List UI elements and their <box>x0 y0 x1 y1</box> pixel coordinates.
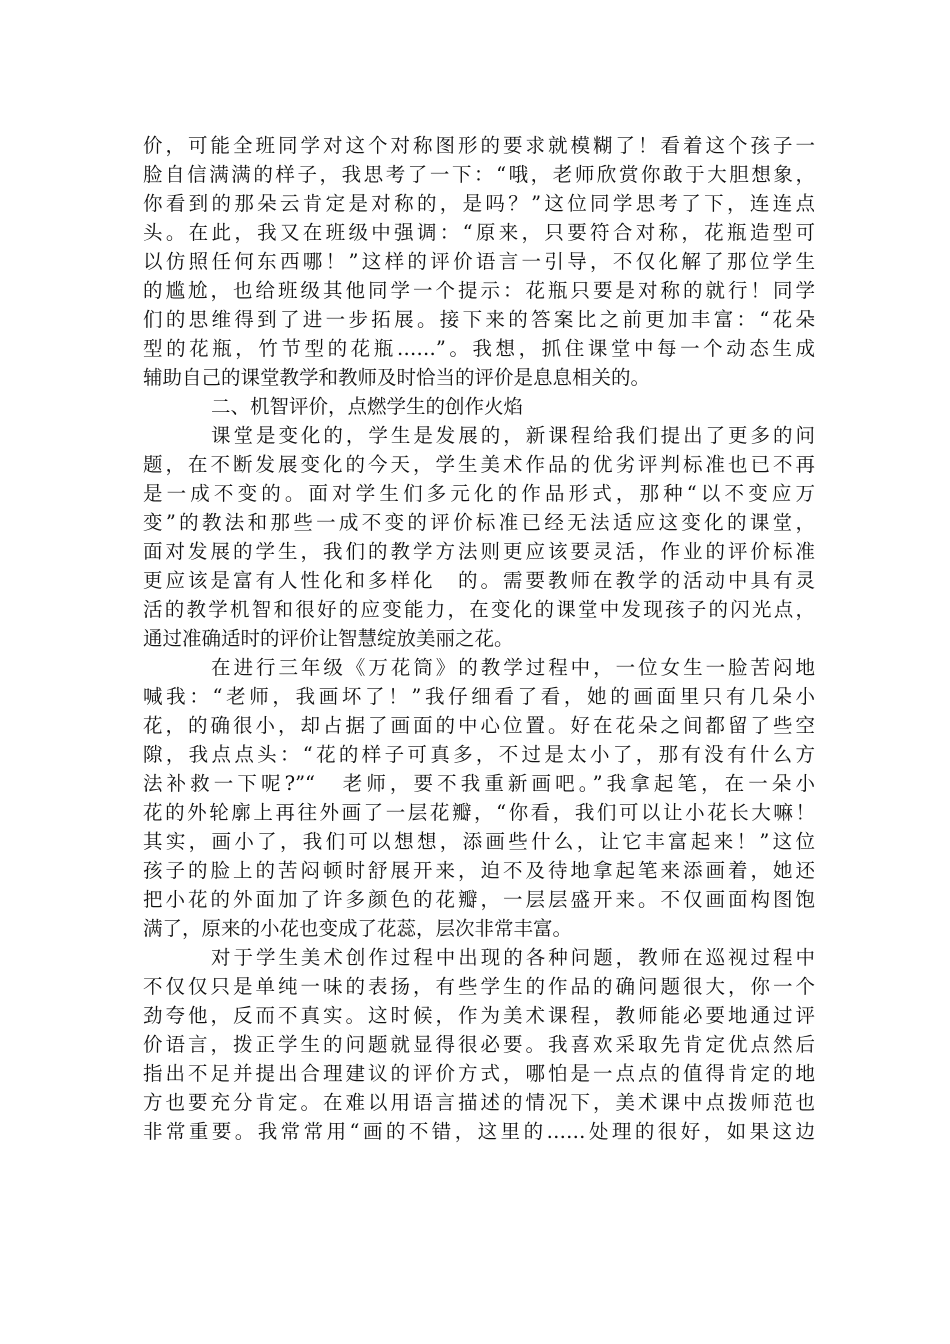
text-line: 更应该是富有人性化和多样化 的。需要教师在教学的活动中具有灵 <box>143 569 815 592</box>
text-line: 以仿照任何东西哪！”这样的评价语言一引导，不仅化解了那位学生 <box>143 250 815 273</box>
text-line: 把小花的外面加了许多颜色的花瓣，一层层盛开来。不仅画面构图饱 <box>143 888 815 911</box>
section-heading: 二、机智评价，点燃学生的创作火焰 <box>211 395 524 418</box>
text-line: 隙，我点点头：“花的样子可真多，不过是太小了，那有没有什么方 <box>143 743 815 766</box>
text-line: 变”的教法和那些一成不变的评价标准已经无法适应这变化的课堂， <box>143 511 815 534</box>
text-line: 活的教学机智和很好的应变能力，在变化的课堂中发现孩子的闪光点， <box>143 598 815 621</box>
text-line: 方也要充分肯定。在难以用语言描述的情况下，美术课中点拨师范也 <box>143 1091 815 1114</box>
text-line: 孩子的脸上的苦闷顿时舒展开来，迫不及待地拿起笔来添画着，她还 <box>143 859 815 882</box>
text-line: 头。在此，我又在班级中强调：“原来，只要符合对称，花瓶造型可 <box>143 221 815 244</box>
text-line: 喊我：“老师，我画坏了！”我仔细看了看，她的画面里只有几朵小 <box>143 685 815 708</box>
text-line: 花的外轮廓上再往外画了一层花瓣，“你看，我们可以让小花长大嘛！ <box>143 801 815 824</box>
text-line: 是一成不变的。面对学生们多元化的作品形式，那种“以不变应万 <box>143 482 815 505</box>
text-line: 对于学生美术创作过程中出现的各种问题，教师在巡视过程中 <box>211 946 815 969</box>
text-line: 劲夸他，反而不真实。这时候，作为美术课程，教师能必要地通过评 <box>143 1004 815 1027</box>
text-line: 法补救一下呢?”“ 老师，要不我重新画吧。”我拿起笔，在一朵小 <box>143 772 815 795</box>
text-line: 们的思维得到了进一步拓展。接下来的答案比之前更加丰富：“花朵 <box>143 308 815 331</box>
body-text <box>143 131 815 1146</box>
text-line: 价语言，拨正学生的问题就显得很必要。我喜欢采取先肯定优点然后 <box>143 1033 815 1056</box>
text-line: 在进行三年级《万花筒》的教学过程中，一位女生一脸苦闷地 <box>211 656 815 679</box>
text-line: 面对发展的学生，我们的教学方法则更应该要灵活，作业的评价标准 <box>143 540 815 563</box>
text-line: 其实，画小了，我们可以想想，添画些什么，让它丰富起来！”这位 <box>143 830 815 853</box>
text-line: 不仅仅只是单纯一味的表扬，有些学生的作品的确问题很大，你一个 <box>143 975 815 998</box>
text-line: 指出不足并提出合理建议的评价方式，哪怕是一点点的值得肯定的地 <box>143 1062 815 1085</box>
text-line: 价，可能全班同学对这个对称图形的要求就模糊了！看着这个孩子一 <box>143 134 815 157</box>
text-line: 你看到的那朵云肯定是对称的，是吗？”这位同学思考了下，连连点 <box>143 192 815 215</box>
text-line: 题，在不断发展变化的今天，学生美术作品的优劣评判标准也已不再 <box>143 453 815 476</box>
text-line: 型的花瓶，竹节型的花瓶……”。我想，抓住课堂中每一个动态生成 <box>143 337 815 360</box>
text-line: 非常重要。我常常用“画的不错，这里的……处理的很好，如果这边 <box>143 1120 815 1143</box>
text-line: 通过准确适时的评价让智慧绽放美丽之花。 <box>143 627 514 650</box>
text-line: 脸自信满满的样子，我思考了一下：“哦，老师欣赏你敢于大胆想象， <box>143 163 815 186</box>
text-line: 辅助自己的课堂教学和教师及时恰当的评价是息息相关的。 <box>143 366 651 389</box>
text-line: 课堂是变化的，学生是发展的，新课程给我们提出了更多的问 <box>211 424 815 447</box>
text-line: 的尴尬，也给班级其他同学一个提示：花瓶只要是对称的就行！同学 <box>143 279 815 302</box>
text-line: 花，的确很小，却占据了画面的中心位置。好在花朵之间都留了些空 <box>143 714 815 737</box>
text-line: 满了，原来的小花也变成了花蕊，层次非常丰富。 <box>143 917 573 940</box>
